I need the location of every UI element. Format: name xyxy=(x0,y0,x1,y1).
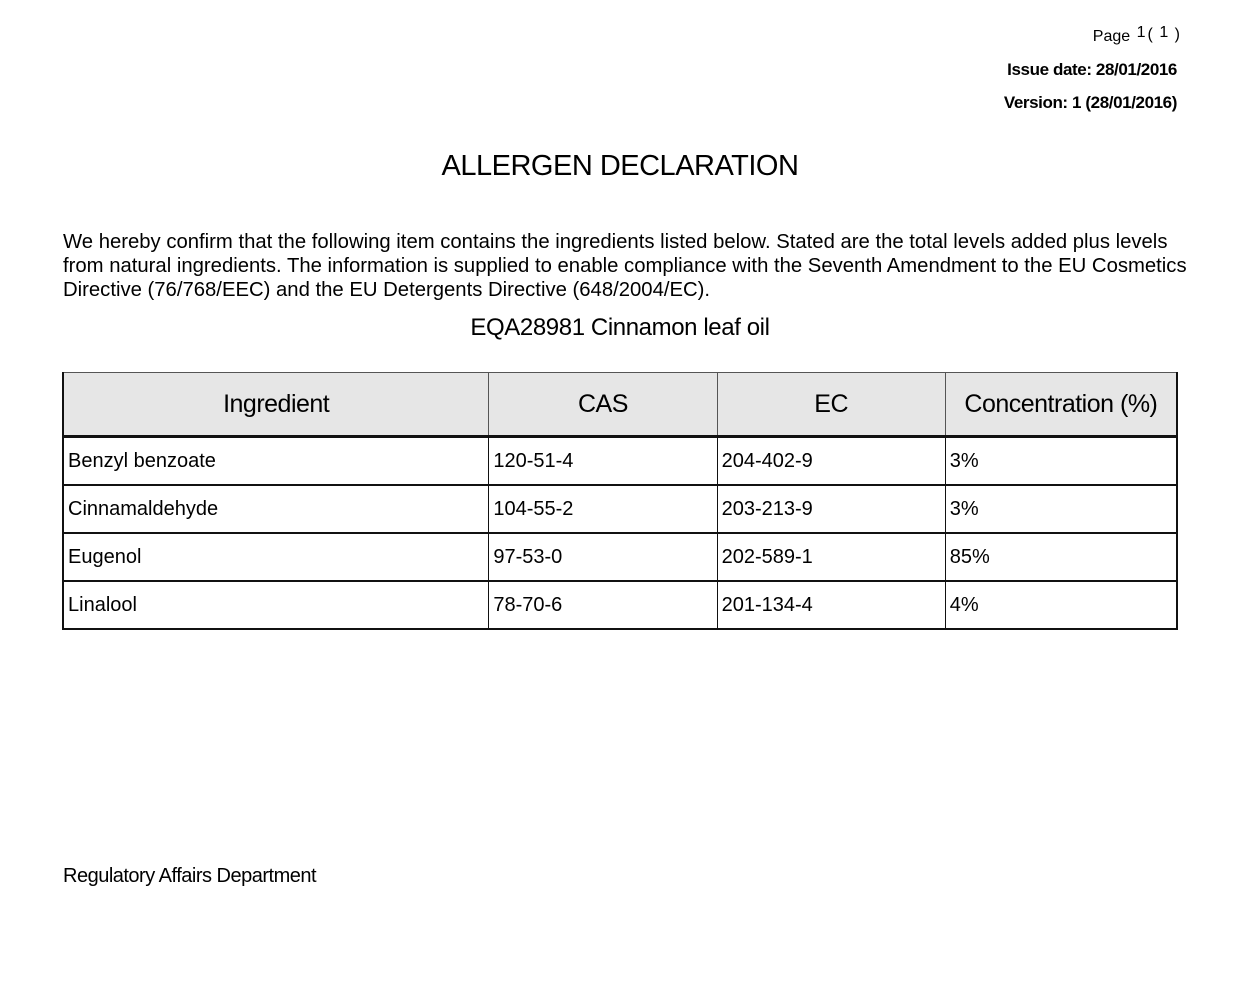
allergen-table xyxy=(62,372,1178,630)
table-header-row xyxy=(63,373,1177,437)
cell-concentration: 3% xyxy=(945,485,1177,533)
table-row xyxy=(63,533,1177,581)
page-current: 1 xyxy=(1136,24,1146,41)
page-number: Page 1 ( 1 ) xyxy=(1092,24,1180,45)
cell-concentration: 3% xyxy=(945,437,1177,486)
version-info: Version: 1 (28/01/2016) xyxy=(1003,93,1177,112)
issue-date: Issue date: 28/01/2016 xyxy=(1007,60,1177,79)
header-cas: CAS xyxy=(489,373,717,437)
table-row xyxy=(63,581,1177,629)
cell-cas: 97-53-0 xyxy=(489,533,717,581)
cell-concentration: 4% xyxy=(945,581,1177,629)
table-row xyxy=(63,485,1177,533)
department-signature: Regulatory Affairs Department xyxy=(63,865,317,887)
document-title: ALLERGEN DECLARATION xyxy=(441,150,799,182)
cell-ingredient: Cinnamaldehyde xyxy=(63,485,489,533)
cell-ec: 201-134-4 xyxy=(717,581,945,629)
cell-concentration: 85% xyxy=(945,533,1177,581)
cell-ec: 203-213-9 xyxy=(717,485,945,533)
page-label: Page xyxy=(1092,28,1131,45)
cell-cas: 78-70-6 xyxy=(489,581,717,629)
table-row xyxy=(63,437,1177,486)
header-ingredient: Ingredient xyxy=(63,373,489,437)
header-concentration: Concentration (%) xyxy=(945,373,1177,437)
cell-cas: 120-51-4 xyxy=(489,437,717,486)
cell-ingredient: Linalool xyxy=(63,581,489,629)
cell-ingredient: Benzyl benzoate xyxy=(63,437,489,486)
cell-ingredient: Eugenol xyxy=(63,533,489,581)
product-name: EQA28981 Cinnamon leaf oil xyxy=(470,314,770,341)
cell-ec: 204-402-9 xyxy=(717,437,945,486)
intro-paragraph: We hereby confirm that the following item contains the ingredients listed below. Stated are the total levels added plus levels from natural ingredients. The information is supplied to enable compliance with the Seventh Amendment to the EU Cosmetics Directive (76/768/EEC) and the EU Detergents Directive (648/2004/EC). xyxy=(63,231,1187,301)
cell-ec: 202-589-1 xyxy=(717,533,945,581)
page-total: 1 xyxy=(1159,24,1169,41)
cell-cas: 104-55-2 xyxy=(489,485,717,533)
header-ec: EC xyxy=(717,373,945,437)
